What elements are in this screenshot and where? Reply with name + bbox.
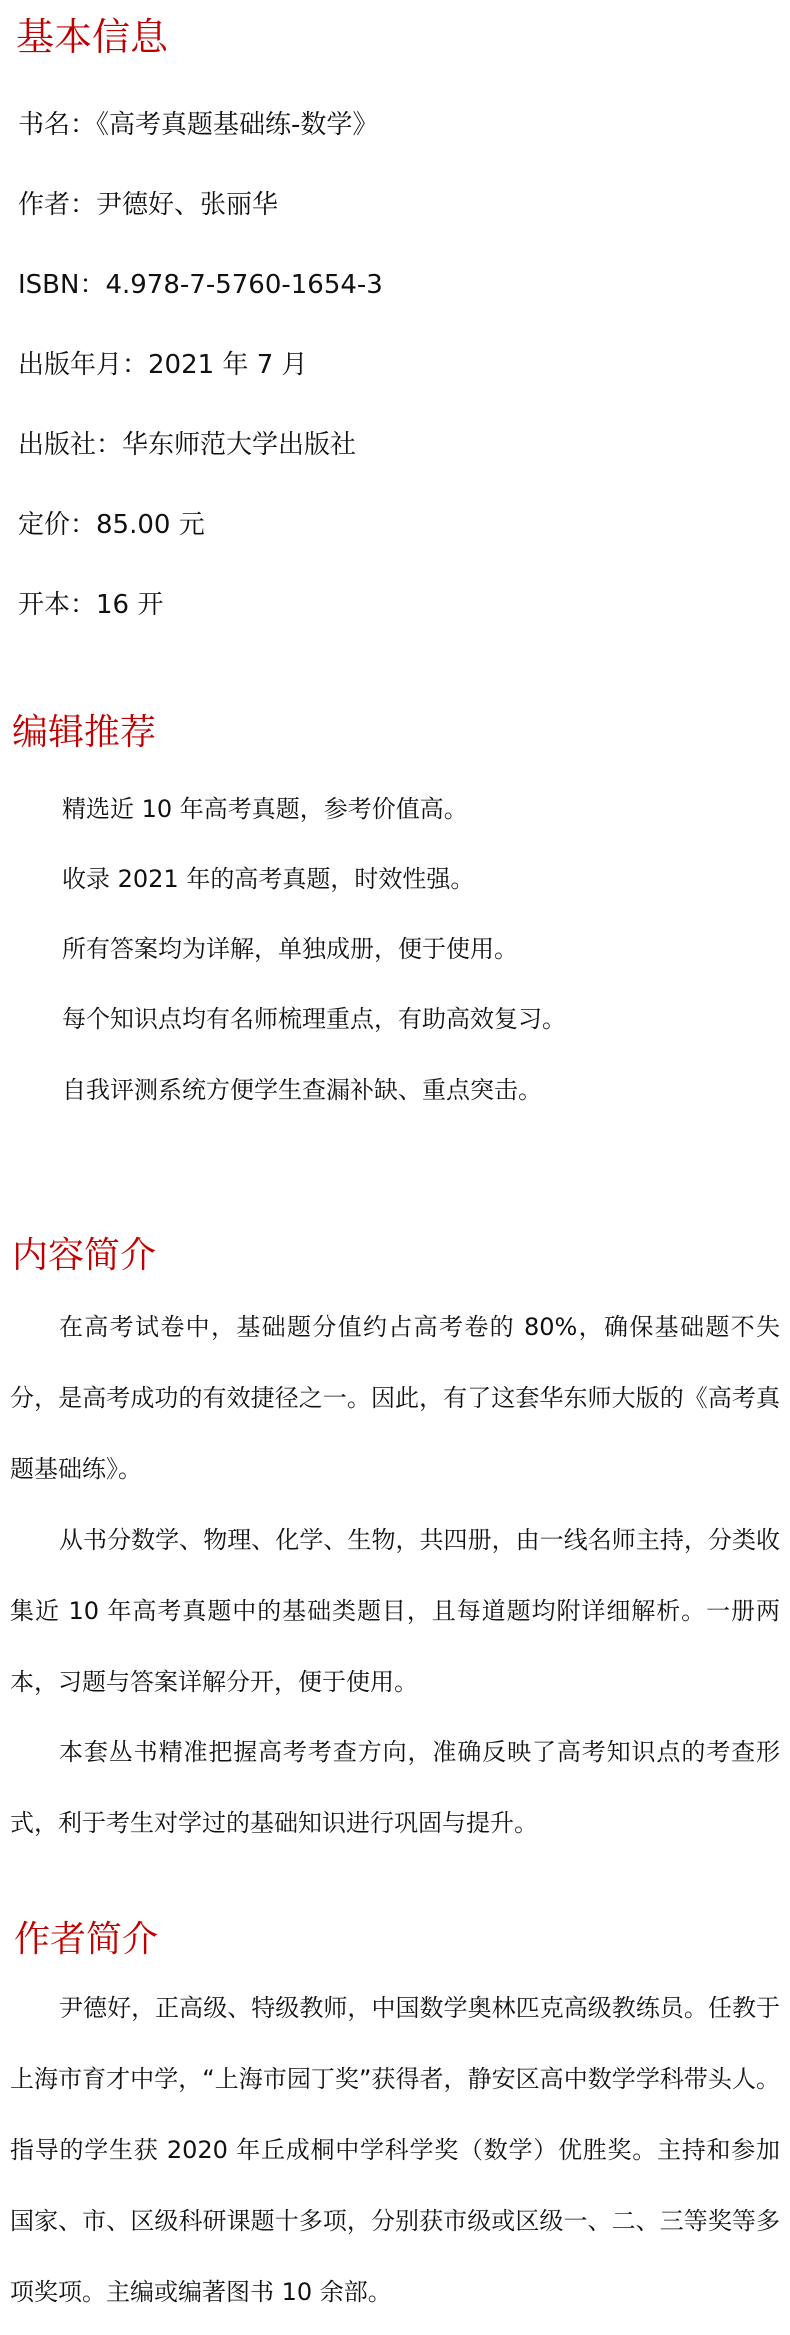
recommendation-item: 自我评测系统方便学生查漏补缺、重点突击。	[62, 1076, 542, 1104]
editor-recommendation-heading: 编辑推荐	[12, 712, 157, 753]
content-intro-paragraph: 本套丛书精准把握高考考查方向，准确反映了高考知识点的考查形式，利于考生对学过的基础知识进行巩固与提升。	[10, 1738, 780, 1837]
content-intro-heading: 内容简介	[12, 1235, 157, 1276]
book-name: 书名：《高考真题基础练-数学》	[18, 110, 379, 140]
recommendation-item: 收录 2021 年的高考真题，时效性强。	[62, 865, 475, 893]
isbn: ISBN：4.978-7-5760-1654-3	[18, 270, 383, 300]
basic-info-heading: 基本信息	[16, 15, 169, 59]
content-intro-paragraph: 在高考试卷中，基础题分值约占高考卷的 80%，确保基础题不失分，是高考成功的有效捷径之一。因此，有了这套华东师大版的《高考真题基础练》。	[10, 1313, 780, 1483]
format: 开本：16 开	[18, 590, 164, 620]
recommendation-item: 精选近 10 年高考真题，参考价值高。	[62, 795, 468, 823]
price: 定价：85.00 元	[18, 510, 205, 540]
publication-date: 出版年月：2021 年 7 月	[18, 350, 308, 380]
authors: 作者：尹德好、张丽华	[18, 190, 279, 220]
author-intro-heading: 作者简介	[14, 1919, 159, 1960]
content-intro-paragraph: 从书分数学、物理、化学、生物，共四册，由一线名师主持，分类收集近 10 年高考真题中的基础类题目，且每道题均附详细解析。一册两本，习题与答案详解分开，便于使用。	[10, 1526, 780, 1696]
recommendation-item: 每个知识点均有名师梳理重点，有助高效复习。	[62, 1005, 566, 1033]
author-intro-paragraph: 尹德好，正高级、特级教师，中国数学奥林匹克高级教练员。任教于上海市育才中学，“上海市园丁奖”获得者，静安区高中数学学科带头人。指导的学生获 2020 年丘成桐中学科学奖（数学）优胜奖。主持和参加国家、市、区级科研课题十多项，分别获市级或区级一、二、三等奖等多项奖项。主编或编著图书 10 余部。	[10, 1994, 780, 2306]
recommendation-item: 所有答案均为详解，单独成册，便于使用。	[62, 935, 518, 963]
publisher: 出版社：华东师范大学出版社	[18, 430, 357, 460]
